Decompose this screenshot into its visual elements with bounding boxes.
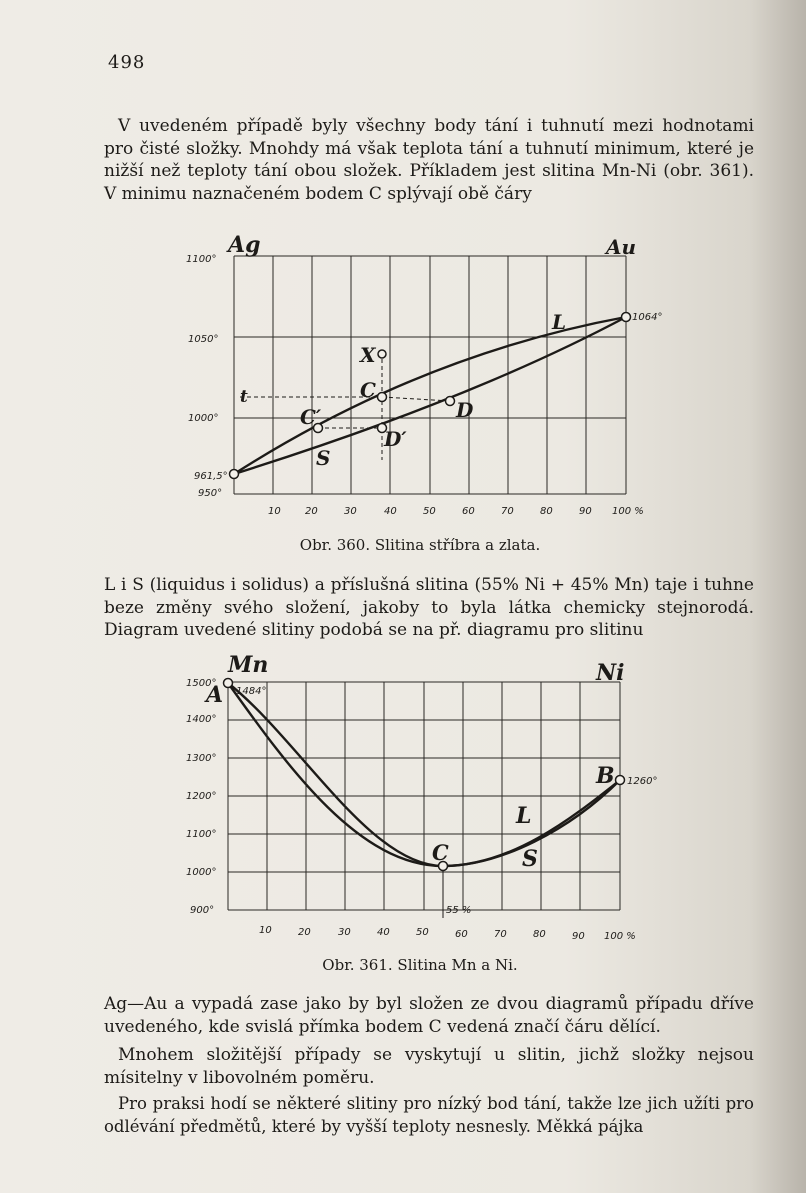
fig361-label-b: B (596, 763, 615, 789)
paragraph-1-text: V uvedeném případě byly všechny body tání i tuhnutí mezi hodnotami pro čisté složky. Mnohdy má však teplota tání a tuhnutí minimum, které je nižší než teploty tání obou složek. Příkladem jest slitina Mn-Ni (obr. 361). V minimu naznačeném bodem C splývají obě čáry (104, 116, 754, 204)
fig361-xtick-50: 50 (416, 927, 429, 938)
fig361-xtick-90: 90 (572, 931, 585, 942)
fig360-label-x: X (360, 343, 376, 367)
fig360-grid (234, 256, 626, 494)
fig360-point-au (622, 313, 631, 322)
fig360-label-c-prime: C′ (300, 405, 322, 429)
fig360-ytick-961: 961,5° (194, 471, 228, 482)
fig361-label-c: C (432, 840, 449, 865)
paragraph-3-text: Ag—Au a vypadá zase jako by byl složen ze dvou diagramů případu dříve uvedeného, kde svislá přímka bodem C vedená značí čáru dělící. (104, 994, 754, 1037)
paragraph-4-text: Mnohem složitější případy se vyskytují u slitin, jichž složky nejsou mísitelny v libovolném poměru. (104, 1045, 754, 1088)
figure-360-chart (186, 232, 662, 517)
fig361-xtick-30: 30 (338, 927, 351, 938)
fig360-xtick-80: 80 (540, 506, 553, 517)
fig360-xtick-60: 60 (462, 506, 475, 517)
fig360-end-temp: 1064° (632, 312, 663, 323)
paragraph-5-text: Pro praksi hodí se některé slitiny pro nízký bod tání, takže lze jich užíti pro odlévání předmětů, které by vyšší teploty nesnesly. Měkká pájka (104, 1094, 754, 1136)
fig361-xtick-20: 20 (298, 927, 311, 938)
paragraph-5 (104, 1093, 754, 1138)
fig361-ytick-1200: 1200° (186, 791, 217, 802)
fig360-label-l: L (552, 310, 567, 334)
fig360-xtick-30: 30 (344, 506, 357, 517)
fig360-xtick-90: 90 (579, 506, 592, 517)
fig361-label-mn: Mn (228, 652, 269, 678)
fig360-point-x (378, 350, 386, 358)
fig360-xtick-50: 50 (423, 506, 436, 517)
page-number: 498 (108, 52, 146, 73)
fig361-label-a: A (206, 682, 224, 708)
fig361-ytick-1400: 1400° (186, 714, 217, 725)
fig361-point-a (224, 679, 233, 688)
paragraph-4 (104, 1044, 754, 1089)
fig360-dashed-guides (240, 352, 450, 460)
figure-361-caption: Obr. 361. Slitina Mn a Ni. (322, 956, 518, 974)
fig361-label-ni: Ni (596, 660, 625, 686)
fig361-grid (228, 682, 620, 910)
fig361-xtick-70: 70 (494, 929, 507, 940)
fig360-xtick-100: 100 % (612, 506, 644, 517)
fig360-xtick-10: 10 (268, 506, 281, 517)
fig361-ytick-900: 900° (190, 905, 215, 916)
fig361-xtick-40: 40 (377, 927, 390, 938)
fig360-ytick-1050: 1050° (188, 334, 219, 345)
fig360-label-s: S (316, 446, 331, 470)
fig361-point-b (616, 776, 625, 785)
fig361-min-label: 55 % (446, 905, 472, 916)
fig360-xtick-40: 40 (384, 506, 397, 517)
fig361-label-s: S (522, 846, 538, 872)
fig360-label-t: t (240, 387, 248, 407)
fig361-xtick-80: 80 (533, 929, 546, 940)
fig361-ytick-1100: 1100° (186, 829, 217, 840)
fig360-point-d (446, 397, 455, 406)
figure-361-chart (186, 652, 657, 942)
fig361-label-l: L (516, 803, 532, 829)
fig361-xtick-100: 100 % (604, 931, 636, 942)
fig361-end-temp: 1260° (627, 776, 658, 787)
figure-360-caption: Obr. 360. Slitina stříbra a zlata. (299, 536, 541, 554)
fig360-point-ag (230, 470, 239, 479)
fig360-label-ag: Ag (228, 232, 261, 258)
fig360-point-c (378, 393, 387, 402)
paragraph-2-text: L i S (liquidus i solidus) a příslušná slitina (55% Ni + 45% Mn) taje i tuhne beze změny svého složení, jakoby to byla látka chemicky stejnorodá. Diagram uvedené slitiny podobá se na př. diagramu pro slitinu (104, 575, 754, 640)
fig360-label-c: C (360, 378, 376, 402)
fig361-xtick-60: 60 (455, 929, 468, 940)
fig361-start-temp: 1484° (236, 686, 267, 697)
paragraph-3 (104, 993, 754, 1038)
fig360-label-d: D (456, 398, 474, 422)
fig360-xtick-70: 70 (501, 506, 514, 517)
fig360-ytick-950: 950° (198, 488, 223, 499)
paragraph-2 (104, 574, 754, 642)
fig360-ytick-1000: 1000° (188, 413, 219, 424)
fig360-xtick-20: 20 (305, 506, 318, 517)
fig361-ytick-1300: 1300° (186, 753, 217, 764)
fig361-xtick-10: 10 (259, 925, 272, 936)
fig360-label-d-prime: D′ (384, 427, 407, 451)
fig360-label-au: Au (606, 235, 637, 259)
fig361-ytick-1000: 1000° (186, 867, 217, 878)
fig361-ytick-1500: 1500° (186, 678, 217, 689)
fig360-ytick-1100: 1100° (186, 254, 217, 265)
